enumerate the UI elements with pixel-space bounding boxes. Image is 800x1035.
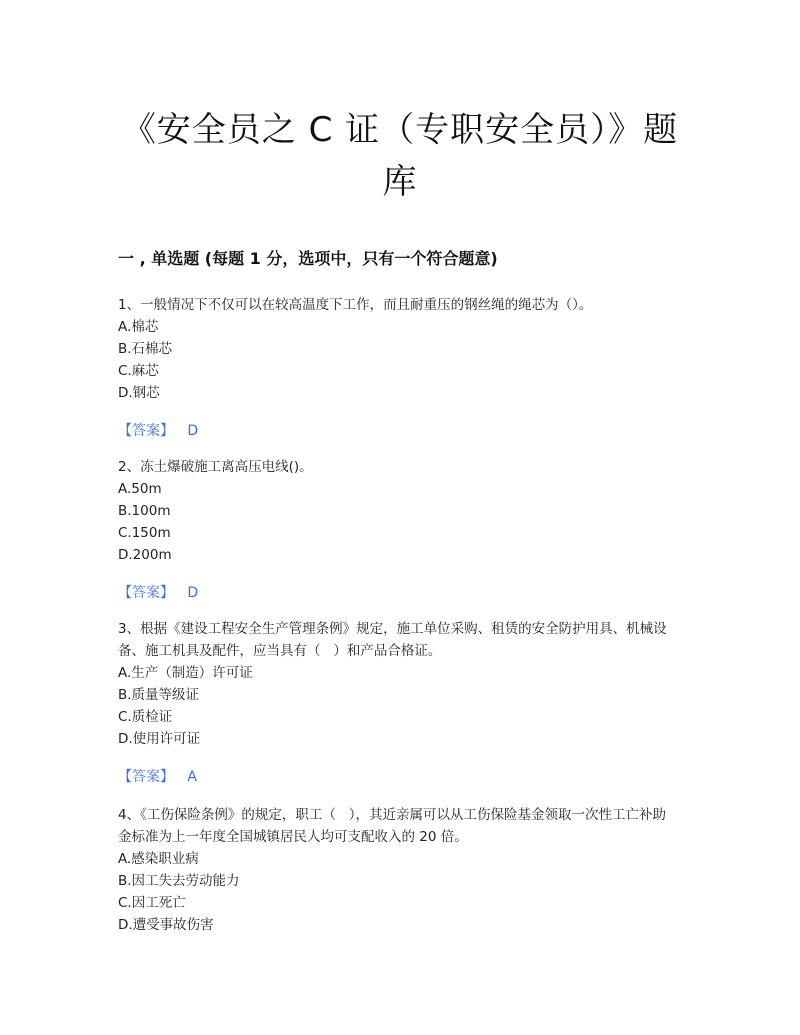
document-title — [100, 104, 700, 208]
section-heading: 一 , 单选题 (每题 1 分，选项中，只有一个符合题意) — [118, 249, 498, 268]
option-b: B.质量等级证 — [118, 687, 200, 703]
question-1 — [118, 294, 678, 404]
option-c: C.150m — [118, 525, 171, 541]
option-d: D.200m — [118, 547, 172, 563]
title-line-2: 库 — [382, 162, 418, 202]
answer-label: 【答案】 — [118, 585, 174, 601]
option-d: D.使用许可证 — [118, 731, 201, 747]
answer-value: D — [187, 423, 199, 439]
question-3 — [118, 618, 678, 750]
option-c: C.麻芯 — [118, 363, 159, 379]
option-b: B.石棉芯 — [118, 341, 173, 357]
question-stem: 1、一般情况下不仅可以在较高温度下工作，而且耐重压的钢丝绳的绳芯为（）。 — [118, 297, 593, 313]
option-b: B.因工失去劳动能力 — [118, 873, 240, 889]
option-d: D.遭受事故伤害 — [118, 917, 214, 933]
option-c: C.质检证 — [118, 709, 173, 725]
answer-3 — [118, 766, 197, 786]
option-a: A.棉芯 — [118, 319, 159, 335]
question-stem: 3、根据《建设工程安全生产管理条例》规定，施工单位采购、租赁的安全防护用具、机械设备、施工机具及配件，应当具有（ ）和产品合格证。 — [118, 621, 667, 659]
option-c: C.因工死亡 — [118, 895, 186, 911]
title-line-1: 《安全员之 C 证（专职安全员）》题 — [121, 110, 679, 150]
question-2 — [118, 456, 678, 566]
question-4 — [118, 804, 678, 936]
option-a: A.50m — [118, 481, 162, 497]
answer-value: A — [187, 769, 197, 785]
answer-value: D — [187, 585, 199, 601]
option-a: A.感染职业病 — [118, 851, 199, 867]
option-a: A.生产（制造）许可证 — [118, 665, 253, 681]
answer-1 — [118, 420, 198, 440]
option-d: D.钢芯 — [118, 385, 160, 401]
answer-label: 【答案】 — [118, 769, 174, 785]
answer-2 — [118, 582, 198, 602]
question-stem: 2、冻土爆破施工离高压电线()。 — [118, 459, 313, 475]
answer-label: 【答案】 — [118, 423, 174, 439]
option-b: B.100m — [118, 503, 171, 519]
question-stem: 4、《工伤保险条例》的规定，职工（ ），其近亲属可以从工伤保险基金领取一次性工亡补助金标准为上一年度全国城镇居民人均可支配收入的 20 倍。 — [118, 807, 666, 845]
